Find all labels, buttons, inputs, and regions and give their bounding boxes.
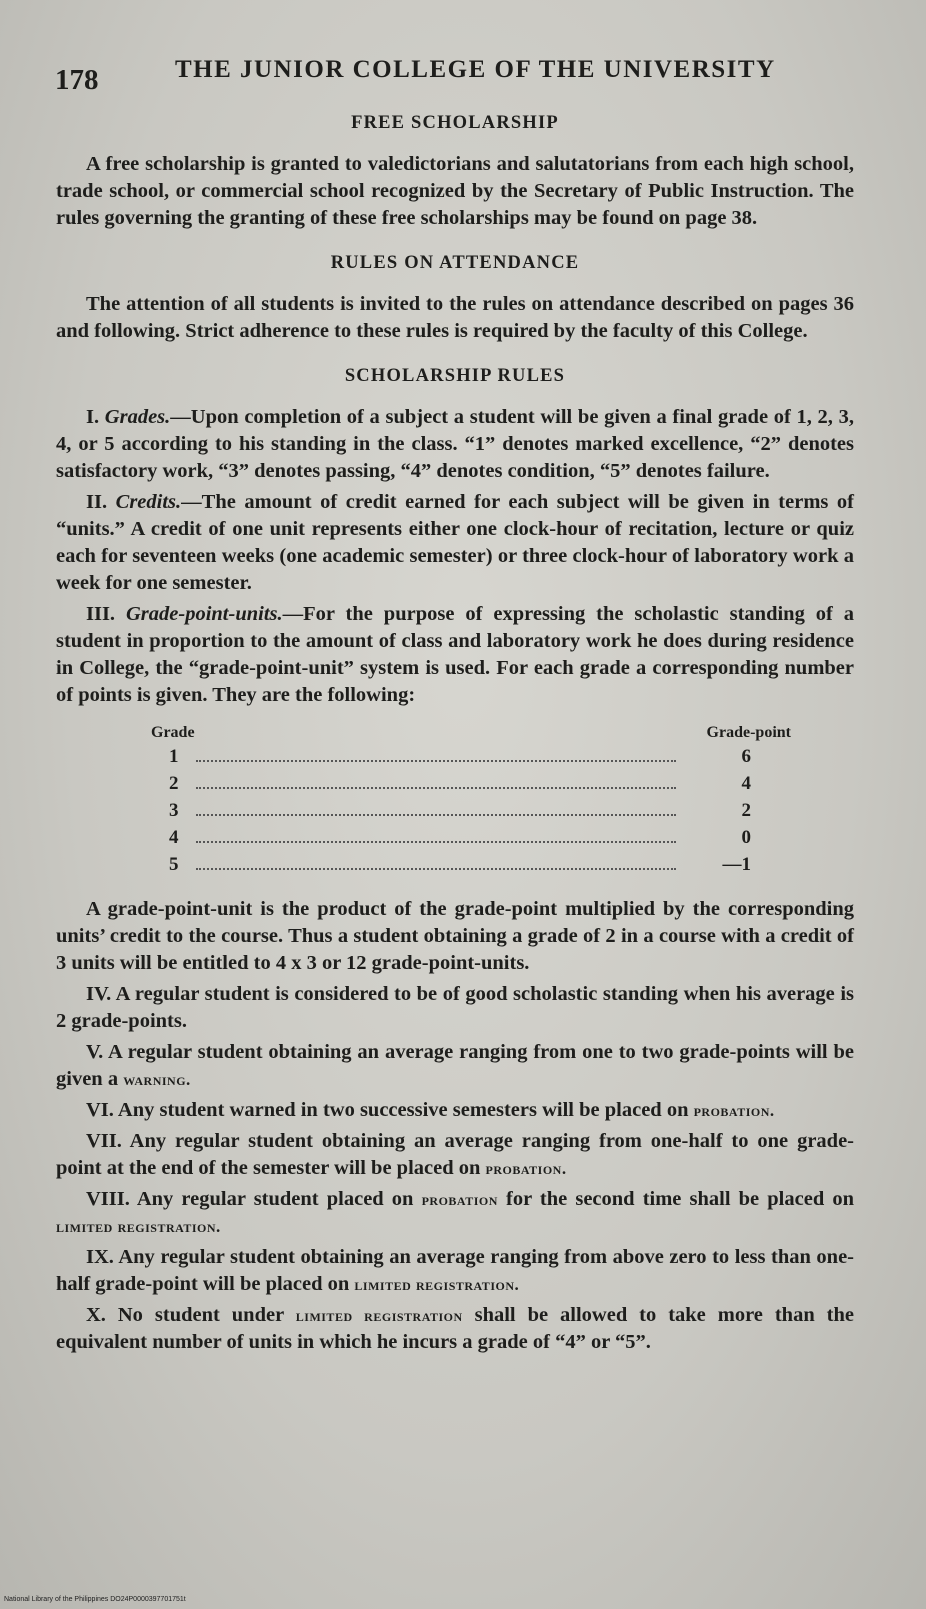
page-content xyxy=(56,110,854,1360)
rule-term: probation. xyxy=(485,1159,567,1178)
rule-heading: Grades. xyxy=(104,406,171,428)
rule-term: limited registration. xyxy=(56,1217,221,1236)
running-head: THE JUNIOR COLLEGE OF THE UNIVERSITY xyxy=(175,56,776,83)
rule-text: VI. Any student warned in two successive semesters will be placed on xyxy=(86,1099,694,1121)
rule-term: limited registration xyxy=(295,1306,463,1325)
grade-cell: 2 xyxy=(169,773,179,794)
grade-cell: 3 xyxy=(169,800,179,821)
rule-term: probation. xyxy=(693,1101,775,1120)
rule-limited-average xyxy=(56,1244,854,1298)
leader-dots xyxy=(196,841,676,843)
column-header-grade: Grade xyxy=(151,724,195,741)
table-header xyxy=(151,719,791,743)
grade-cell: 4 xyxy=(169,827,179,848)
free-scholarship-text: A free scholarship is granted to valedictorians and salutatorians from each high school, trade school, or commercial school recognized by the Secretary of Public Instruction. The rules governing the granting of these free scholarships may be found on page 38. xyxy=(56,153,854,229)
rule-good-standing: IV. A regular student is considered to be of good scholastic standing when his average is 2 grade-points. xyxy=(56,983,854,1032)
table-row xyxy=(151,851,791,878)
grade-point-cell: —1 xyxy=(722,854,751,875)
page-header xyxy=(55,52,855,96)
table-row xyxy=(151,824,791,851)
attendance-title: RULES ON ATTENDANCE xyxy=(330,253,580,273)
scholarship-rules-title: SCHOLARSHIP RULES xyxy=(344,366,566,386)
rule-text: —Upon completion of a subject a student will be given a final grade of 1, 2, 3, 4, or 5 according to his standing in the class. “1” denotes marked excellence, “2” denotes satisfactory work, “3” denotes passing, “4” denotes condition, “5” denotes failure. xyxy=(56,406,854,482)
rule-number: I. xyxy=(86,406,100,428)
rule-grades xyxy=(56,404,854,485)
grade-point-cell: 4 xyxy=(741,773,751,794)
leader-dots xyxy=(196,787,676,789)
rule-text: V. A regular student obtaining an average ranging from one to two grade-points will be given a xyxy=(56,1041,854,1090)
grade-point-table xyxy=(151,719,791,878)
rule-term: warning. xyxy=(123,1070,191,1089)
scan-footer-note: National Library of the Philippines DO24P0000397701751t xyxy=(4,1596,186,1603)
grade-point-cell: 6 xyxy=(741,746,751,767)
attendance-text: The attention of all students is invited to the rules on attendance described on pages 36 and following. Strict adherence to these rules is required by the faculty of this College. xyxy=(56,293,854,342)
rule-text: for the second time shall be placed on xyxy=(497,1188,854,1210)
leader-dots xyxy=(196,868,676,870)
free-scholarship-title: FREE SCHOLARSHIP xyxy=(351,113,559,133)
table-row xyxy=(151,743,791,770)
rule-probation-warned xyxy=(56,1097,854,1124)
rule-text: shall be allowed to take more than the equivalent number of units in which he incurs a grade of “4” or “5”. xyxy=(56,1304,855,1353)
grade-point-cell: 0 xyxy=(741,827,751,848)
rule-limited-units xyxy=(56,1302,854,1356)
rule-text: —For the purpose of expressing the scholastic standing of a student in proportion to the amount of class and laboratory work he does during residence in College, the “grade-point-unit” system is used. For each grade a corresponding number of points is given. They are the following: xyxy=(56,603,855,706)
rule-number: II. xyxy=(86,491,108,513)
leader-dots xyxy=(196,760,676,762)
rule-heading: Credits. xyxy=(115,491,182,513)
rule-text: VII. Any regular student obtaining an average ranging from one-half to one grade-point at the end of the semester will be placed on xyxy=(56,1130,854,1179)
rule-probation-average xyxy=(56,1128,854,1182)
leader-dots xyxy=(196,814,676,816)
rule-limited-second-probation xyxy=(56,1186,854,1240)
rule-text: X. No student under xyxy=(86,1304,296,1326)
column-header-grade-point: Grade-point xyxy=(706,724,791,741)
rule-term: limited registration. xyxy=(354,1275,520,1294)
grade-cell: 5 xyxy=(169,854,179,875)
rule-number: III. xyxy=(86,603,116,625)
rule-heading: Grade-point-units. xyxy=(126,603,283,625)
rule-text: VIII. Any regular student placed on xyxy=(86,1188,422,1210)
grade-point-cell: 2 xyxy=(741,800,751,821)
grade-cell: 1 xyxy=(169,746,179,767)
rule-credits xyxy=(56,489,854,597)
rule-text: IX. Any regular student obtaining an average ranging from above zero to less than one-half grade-point will be placed on xyxy=(56,1246,854,1295)
page-number: 178 xyxy=(55,64,99,96)
grade-point-unit-explanation: A grade-point-unit is the product of the grade-point multiplied by the corresponding units’ credit to the course. Thus a student obtaining a grade of 2 in a course with a credit of 3 units will be entitled to 4 x 3 or 12 grade-point-units. xyxy=(56,898,854,974)
rule-text: —The amount of credit earned for each subject will be given in terms of “units.” A credit of one unit represents either one clock-hour of recitation, lecture or quiz each for seventeen weeks (one academic semester) or three clock-hour of laboratory work a week for one semester. xyxy=(56,491,854,594)
rule-warning xyxy=(56,1039,854,1093)
rule-term: probation xyxy=(421,1190,498,1209)
rule-grade-point-units xyxy=(56,601,854,709)
table-row xyxy=(151,797,791,824)
table-row xyxy=(151,770,791,797)
